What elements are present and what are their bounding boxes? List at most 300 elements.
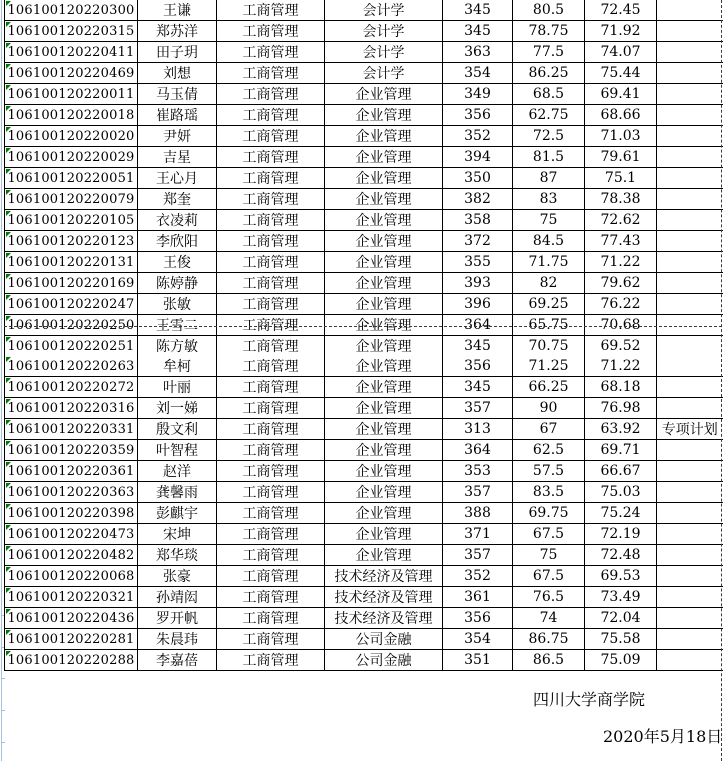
- retest-score-cell[interactable]: 62.75: [513, 105, 585, 126]
- table-row: [5, 524, 723, 545]
- number-as-text-flag-icon: [6, 630, 11, 635]
- discipline-cell[interactable]: 工商管理: [217, 545, 325, 566]
- student-id-cell[interactable]: 106100120220051: [5, 168, 138, 189]
- retest-score-cell[interactable]: 69.25: [513, 294, 585, 315]
- name-cell[interactable]: 吉星: [138, 147, 217, 168]
- total-score-cell[interactable]: 63.92: [585, 419, 657, 440]
- gridline-tick: [1, 742, 5, 743]
- remark-cell[interactable]: [657, 168, 723, 189]
- retest-score-cell[interactable]: 77.5: [513, 42, 585, 63]
- name-cell[interactable]: 王雪二: [138, 315, 217, 336]
- initial-score-cell[interactable]: 349: [443, 84, 513, 105]
- discipline-cell[interactable]: 工商管理: [217, 210, 325, 231]
- retest-score-cell[interactable]: 86.25: [513, 63, 585, 84]
- name-cell[interactable]: 张敏: [138, 294, 217, 315]
- discipline-cell[interactable]: 工商管理: [217, 126, 325, 147]
- retest-score-cell[interactable]: 66.25: [513, 377, 585, 398]
- retest-score-cell[interactable]: 86.5: [513, 650, 585, 671]
- table-row: [5, 629, 723, 650]
- remark-cell[interactable]: [657, 210, 723, 231]
- name-cell[interactable]: 宋坤: [138, 524, 217, 545]
- total-score-cell[interactable]: 79.61: [585, 147, 657, 168]
- retest-score-cell[interactable]: 65.75: [513, 315, 585, 336]
- discipline-cell[interactable]: 工商管理: [217, 105, 325, 126]
- gridline-tick: [1, 710, 5, 711]
- number-as-text-flag-icon: [6, 232, 11, 237]
- retest-score-cell[interactable]: 68.5: [513, 84, 585, 105]
- total-score-cell[interactable]: 72.04: [585, 608, 657, 629]
- discipline-cell[interactable]: 工商管理: [217, 608, 325, 629]
- total-score-cell[interactable]: 77.43: [585, 231, 657, 252]
- name-cell[interactable]: 马玉倩: [138, 84, 217, 105]
- discipline-cell[interactable]: 工商管理: [217, 231, 325, 252]
- name-cell[interactable]: 郑华琰: [138, 545, 217, 566]
- discipline-cell[interactable]: 工商管理: [217, 650, 325, 671]
- remark-cell[interactable]: [657, 84, 723, 105]
- initial-score-cell[interactable]: 354: [443, 629, 513, 650]
- name-cell[interactable]: 叶丽: [138, 377, 217, 398]
- school-name-cell[interactable]: 四川大学商学院: [533, 690, 646, 709]
- retest-score-cell[interactable]: 71.25: [513, 356, 585, 377]
- initial-score-cell[interactable]: 345: [443, 0, 513, 21]
- remark-cell[interactable]: [657, 147, 723, 168]
- specialization-cell[interactable]: 企业管理: [325, 315, 443, 336]
- total-score-cell[interactable]: 75.03: [585, 482, 657, 503]
- specialization-cell[interactable]: 企业管理: [325, 168, 443, 189]
- specialization-cell[interactable]: 企业管理: [325, 252, 443, 273]
- student-id-cell[interactable]: 106100120220281: [5, 629, 138, 650]
- total-score-cell[interactable]: 71.22: [585, 252, 657, 273]
- retest-score-cell[interactable]: 67.5: [513, 566, 585, 587]
- name-cell[interactable]: 尹妍: [138, 126, 217, 147]
- student-id-cell[interactable]: 106100120220131: [5, 252, 138, 273]
- initial-score-cell[interactable]: 358: [443, 210, 513, 231]
- specialization-cell[interactable]: 企业管理: [325, 210, 443, 231]
- table-row: [5, 189, 723, 210]
- student-id-cell[interactable]: 106100120220105: [5, 210, 138, 231]
- specialization-cell[interactable]: 技术经济及管理: [325, 566, 443, 587]
- remark-cell[interactable]: [657, 524, 723, 545]
- discipline-cell[interactable]: 工商管理: [217, 315, 325, 336]
- total-score-cell[interactable]: 66.67: [585, 461, 657, 482]
- student-id-cell[interactable]: 106100120220411: [5, 42, 138, 63]
- specialization-cell[interactable]: 企业管理: [325, 336, 443, 357]
- discipline-cell[interactable]: 工商管理: [217, 294, 325, 315]
- name-cell[interactable]: 张豪: [138, 566, 217, 587]
- remark-cell[interactable]: [657, 231, 723, 252]
- initial-score-cell[interactable]: 354: [443, 63, 513, 84]
- student-id-cell[interactable]: 106100120220068: [5, 566, 138, 587]
- student-id-cell[interactable]: 106100120220315: [5, 21, 138, 42]
- remark-cell[interactable]: [657, 377, 723, 398]
- remark-cell[interactable]: [657, 608, 723, 629]
- retest-score-cell[interactable]: 74: [513, 608, 585, 629]
- remark-cell[interactable]: [657, 440, 723, 461]
- discipline-cell[interactable]: 工商管理: [217, 377, 325, 398]
- student-id-cell[interactable]: 106100120220079: [5, 189, 138, 210]
- specialization-cell[interactable]: 企业管理: [325, 147, 443, 168]
- number-as-text-flag-icon: [6, 525, 11, 530]
- total-score-cell[interactable]: 75.44: [585, 63, 657, 84]
- name-cell[interactable]: 陈婷静: [138, 273, 217, 294]
- number-as-text-flag-icon: [6, 22, 11, 27]
- specialization-cell[interactable]: 会计学: [325, 63, 443, 84]
- discipline-cell[interactable]: 工商管理: [217, 42, 325, 63]
- specialization-cell[interactable]: 企业管理: [325, 356, 443, 377]
- discipline-cell[interactable]: 工商管理: [217, 629, 325, 650]
- student-id-cell[interactable]: 106100120220473: [5, 524, 138, 545]
- name-cell[interactable]: 郑奎: [138, 189, 217, 210]
- specialization-cell[interactable]: 企业管理: [325, 377, 443, 398]
- discipline-cell[interactable]: 工商管理: [217, 273, 325, 294]
- total-score-cell[interactable]: 75.58: [585, 629, 657, 650]
- retest-score-cell[interactable]: 75: [513, 210, 585, 231]
- initial-score-cell[interactable]: 350: [443, 168, 513, 189]
- specialization-cell[interactable]: 企业管理: [325, 294, 443, 315]
- name-cell[interactable]: 彭麒宇: [138, 503, 217, 524]
- number-as-text-flag-icon: [6, 504, 11, 509]
- specialization-cell[interactable]: 企业管理: [325, 126, 443, 147]
- total-score-cell[interactable]: 75.24: [585, 503, 657, 524]
- remark-cell[interactable]: [657, 42, 723, 63]
- specialization-cell[interactable]: 企业管理: [325, 482, 443, 503]
- student-id-cell[interactable]: 106100120220288: [5, 650, 138, 671]
- discipline-cell[interactable]: 工商管理: [217, 84, 325, 105]
- table-row: [5, 503, 723, 524]
- retest-score-cell[interactable]: 78.75: [513, 21, 585, 42]
- total-score-cell[interactable]: 71.92: [585, 21, 657, 42]
- specialization-cell[interactable]: 企业管理: [325, 189, 443, 210]
- discipline-cell[interactable]: 工商管理: [217, 524, 325, 545]
- number-as-text-flag-icon: [6, 337, 11, 342]
- total-score-cell[interactable]: 79.62: [585, 273, 657, 294]
- name-cell[interactable]: 赵洋: [138, 461, 217, 482]
- remark-cell[interactable]: [657, 545, 723, 566]
- student-id-cell[interactable]: 106100120220482: [5, 545, 138, 566]
- retest-score-cell[interactable]: 67.5: [513, 524, 585, 545]
- discipline-cell[interactable]: 工商管理: [217, 147, 325, 168]
- initial-score-cell[interactable]: 353: [443, 461, 513, 482]
- total-score-cell[interactable]: 69.53: [585, 566, 657, 587]
- retest-score-cell[interactable]: 86.75: [513, 629, 585, 650]
- table-row: [5, 294, 723, 315]
- table-row: [5, 63, 723, 84]
- discipline-cell[interactable]: 工商管理: [217, 482, 325, 503]
- student-id-cell[interactable]: 106100120220398: [5, 503, 138, 524]
- discipline-cell[interactable]: 工商管理: [217, 461, 325, 482]
- name-cell[interactable]: 牟柯: [138, 356, 217, 377]
- number-as-text-flag-icon: [6, 148, 11, 153]
- retest-score-cell[interactable]: 72.5: [513, 126, 585, 147]
- retest-score-cell[interactable]: 62.5: [513, 440, 585, 461]
- discipline-cell[interactable]: 工商管理: [217, 356, 325, 377]
- student-id-cell[interactable]: 106100120220321: [5, 587, 138, 608]
- student-id-cell[interactable]: 106100120220123: [5, 231, 138, 252]
- number-as-text-flag-icon: [6, 546, 11, 551]
- initial-score-cell[interactable]: 352: [443, 566, 513, 587]
- initial-score-cell[interactable]: 356: [443, 105, 513, 126]
- total-score-cell[interactable]: 75.1: [585, 168, 657, 189]
- student-id-cell[interactable]: 106100120220169: [5, 273, 138, 294]
- student-id-cell[interactable]: 106100120220316: [5, 398, 138, 419]
- discipline-cell[interactable]: 工商管理: [217, 587, 325, 608]
- name-cell[interactable]: 殷文利: [138, 419, 217, 440]
- specialization-cell[interactable]: 企业管理: [325, 105, 443, 126]
- table-row: [5, 650, 723, 671]
- student-id-cell[interactable]: 106100120220300: [5, 0, 138, 21]
- specialization-cell[interactable]: 会计学: [325, 42, 443, 63]
- remark-cell[interactable]: [657, 503, 723, 524]
- remark-cell[interactable]: [657, 566, 723, 587]
- remark-cell[interactable]: [657, 482, 723, 503]
- total-score-cell[interactable]: 68.18: [585, 377, 657, 398]
- remark-cell[interactable]: [657, 252, 723, 273]
- initial-score-cell[interactable]: 352: [443, 126, 513, 147]
- total-score-cell[interactable]: 71.22: [585, 356, 657, 377]
- name-cell[interactable]: 田子玥: [138, 42, 217, 63]
- table-row: [5, 482, 723, 503]
- table-row: [5, 42, 723, 63]
- specialization-cell[interactable]: 公司金融: [325, 629, 443, 650]
- total-score-cell[interactable]: 74.07: [585, 42, 657, 63]
- specialization-cell[interactable]: 企业管理: [325, 231, 443, 252]
- retest-score-cell[interactable]: 75: [513, 545, 585, 566]
- remark-cell[interactable]: [657, 650, 723, 671]
- retest-score-cell[interactable]: 71.75: [513, 252, 585, 273]
- table-row: [5, 147, 723, 168]
- retest-score-cell[interactable]: 83.5: [513, 482, 585, 503]
- initial-score-cell[interactable]: 355: [443, 252, 513, 273]
- number-as-text-flag-icon: [6, 274, 11, 279]
- discipline-cell[interactable]: 工商管理: [217, 168, 325, 189]
- discipline-cell[interactable]: 工商管理: [217, 63, 325, 84]
- name-cell[interactable]: 朱晨玮: [138, 629, 217, 650]
- specialization-cell[interactable]: 企业管理: [325, 545, 443, 566]
- remark-cell[interactable]: [657, 0, 723, 21]
- remark-cell[interactable]: [657, 356, 723, 377]
- initial-score-cell[interactable]: 357: [443, 398, 513, 419]
- retest-score-cell[interactable]: 76.5: [513, 587, 585, 608]
- total-score-cell[interactable]: 72.19: [585, 524, 657, 545]
- student-id-cell[interactable]: 106100120220436: [5, 608, 138, 629]
- student-id-cell[interactable]: 106100120220018: [5, 105, 138, 126]
- specialization-cell[interactable]: 技术经济及管理: [325, 608, 443, 629]
- specialization-cell[interactable]: 技术经济及管理: [325, 587, 443, 608]
- total-score-cell[interactable]: 76.22: [585, 294, 657, 315]
- table-row: [5, 587, 723, 608]
- specialization-cell[interactable]: 会计学: [325, 0, 443, 21]
- discipline-cell[interactable]: 工商管理: [217, 398, 325, 419]
- initial-score-cell[interactable]: 345: [443, 336, 513, 357]
- specialization-cell[interactable]: 企业管理: [325, 503, 443, 524]
- remark-cell[interactable]: [657, 273, 723, 294]
- remark-cell[interactable]: [657, 461, 723, 482]
- initial-score-cell[interactable]: 394: [443, 147, 513, 168]
- number-as-text-flag-icon: [6, 420, 11, 425]
- specialization-cell[interactable]: 企业管理: [325, 273, 443, 294]
- student-id-cell[interactable]: 106100120220469: [5, 63, 138, 84]
- discipline-cell[interactable]: 工商管理: [217, 566, 325, 587]
- specialization-cell[interactable]: 企业管理: [325, 84, 443, 105]
- specialization-cell[interactable]: 企业管理: [325, 461, 443, 482]
- discipline-cell[interactable]: 工商管理: [217, 21, 325, 42]
- total-score-cell[interactable]: 72.48: [585, 545, 657, 566]
- student-id-cell[interactable]: 106100120220331: [5, 419, 138, 440]
- specialization-cell[interactable]: 企业管理: [325, 398, 443, 419]
- number-as-text-flag-icon: [6, 127, 11, 132]
- number-as-text-flag-icon: [6, 85, 11, 90]
- name-cell[interactable]: 龚馨雨: [138, 482, 217, 503]
- specialization-cell[interactable]: 会计学: [325, 21, 443, 42]
- name-cell[interactable]: 崔路瑶: [138, 105, 217, 126]
- discipline-cell[interactable]: 工商管理: [217, 419, 325, 440]
- name-cell[interactable]: 孙靖闳: [138, 587, 217, 608]
- initial-score-cell[interactable]: 356: [443, 608, 513, 629]
- specialization-cell[interactable]: 企业管理: [325, 419, 443, 440]
- table-row: [5, 84, 723, 105]
- student-id-cell[interactable]: 106100120220020: [5, 126, 138, 147]
- name-cell[interactable]: 王俊: [138, 252, 217, 273]
- discipline-cell[interactable]: 工商管理: [217, 0, 325, 21]
- initial-score-cell[interactable]: 345: [443, 21, 513, 42]
- remark-cell[interactable]: [657, 315, 723, 336]
- initial-score-cell[interactable]: 393: [443, 273, 513, 294]
- total-score-cell[interactable]: 71.03: [585, 126, 657, 147]
- table-row: [5, 419, 723, 440]
- total-score-cell[interactable]: 69.71: [585, 440, 657, 461]
- retest-score-cell[interactable]: 57.5: [513, 461, 585, 482]
- date-cell[interactable]: 2020年5月18日: [603, 727, 723, 746]
- student-id-cell[interactable]: 106100120220361: [5, 461, 138, 482]
- number-as-text-flag-icon: [6, 441, 11, 446]
- retest-score-cell[interactable]: 82: [513, 273, 585, 294]
- total-score-cell[interactable]: 70.68: [585, 315, 657, 336]
- specialization-cell[interactable]: 企业管理: [325, 524, 443, 545]
- retest-score-cell[interactable]: 70.75: [513, 336, 585, 357]
- discipline-cell[interactable]: 工商管理: [217, 252, 325, 273]
- discipline-cell[interactable]: 工商管理: [217, 503, 325, 524]
- table-row: [5, 231, 723, 252]
- discipline-cell[interactable]: 工商管理: [217, 336, 325, 357]
- remark-cell[interactable]: [657, 398, 723, 419]
- remark-cell[interactable]: [657, 63, 723, 84]
- number-as-text-flag-icon: [6, 64, 11, 69]
- discipline-cell[interactable]: 工商管理: [217, 440, 325, 461]
- table-row: [5, 566, 723, 587]
- initial-score-cell[interactable]: 356: [443, 356, 513, 377]
- number-as-text-flag-icon: [6, 651, 11, 656]
- name-cell[interactable]: 衣凌莉: [138, 210, 217, 231]
- student-id-cell[interactable]: 106100120220250: [5, 315, 138, 336]
- student-id-cell[interactable]: 106100120220363: [5, 482, 138, 503]
- number-as-text-flag-icon: [6, 169, 11, 174]
- table-row: [5, 105, 723, 126]
- initial-score-cell[interactable]: 357: [443, 545, 513, 566]
- name-cell[interactable]: 李欣阳: [138, 231, 217, 252]
- retest-score-cell[interactable]: 81.5: [513, 147, 585, 168]
- table-row: [5, 273, 723, 294]
- table-row: [5, 336, 723, 357]
- retest-score-cell[interactable]: 69.75: [513, 503, 585, 524]
- name-cell[interactable]: 李嘉蓓: [138, 650, 217, 671]
- name-cell[interactable]: 叶智程: [138, 440, 217, 461]
- name-cell[interactable]: 王谦: [138, 0, 217, 21]
- student-id-cell[interactable]: 106100120220359: [5, 440, 138, 461]
- student-id-cell[interactable]: 106100120220251: [5, 336, 138, 357]
- total-score-cell[interactable]: 78.38: [585, 189, 657, 210]
- remark-cell[interactable]: [657, 587, 723, 608]
- discipline-cell[interactable]: 工商管理: [217, 189, 325, 210]
- student-id-cell[interactable]: 106100120220272: [5, 377, 138, 398]
- page-break-vertical-line: [721, 0, 722, 761]
- total-score-cell[interactable]: 72.45: [585, 0, 657, 21]
- student-id-cell[interactable]: 106100120220011: [5, 84, 138, 105]
- specialization-cell[interactable]: 公司金融: [325, 650, 443, 671]
- total-score-cell[interactable]: 72.62: [585, 210, 657, 231]
- initial-score-cell[interactable]: 361: [443, 587, 513, 608]
- initial-score-cell[interactable]: 396: [443, 294, 513, 315]
- remark-cell[interactable]: [657, 629, 723, 650]
- student-id-cell[interactable]: 106100120220247: [5, 294, 138, 315]
- remark-cell[interactable]: [657, 105, 723, 126]
- total-score-cell[interactable]: 69.52: [585, 336, 657, 357]
- initial-score-cell[interactable]: 351: [443, 650, 513, 671]
- name-cell[interactable]: 陈方敏: [138, 336, 217, 357]
- initial-score-cell[interactable]: 364: [443, 440, 513, 461]
- total-score-cell[interactable]: 73.49: [585, 587, 657, 608]
- retest-score-cell[interactable]: 87: [513, 168, 585, 189]
- retest-score-cell[interactable]: 84.5: [513, 231, 585, 252]
- name-cell[interactable]: 王心月: [138, 168, 217, 189]
- table-row: [5, 0, 723, 21]
- remark-cell[interactable]: [657, 21, 723, 42]
- total-score-cell[interactable]: 69.41: [585, 84, 657, 105]
- number-as-text-flag-icon: [6, 357, 11, 362]
- name-cell[interactable]: 郑苏洋: [138, 21, 217, 42]
- remark-cell[interactable]: [657, 189, 723, 210]
- initial-score-cell[interactable]: 357: [443, 482, 513, 503]
- retest-score-cell[interactable]: 67: [513, 419, 585, 440]
- number-as-text-flag-icon: [6, 1, 11, 6]
- retest-score-cell[interactable]: 83: [513, 189, 585, 210]
- initial-score-cell[interactable]: 345: [443, 377, 513, 398]
- table-row: [5, 252, 723, 273]
- retest-score-cell[interactable]: 90: [513, 398, 585, 419]
- initial-score-cell[interactable]: 382: [443, 189, 513, 210]
- number-as-text-flag-icon: [6, 378, 11, 383]
- initial-score-cell[interactable]: 313: [443, 419, 513, 440]
- total-score-cell[interactable]: 76.98: [585, 398, 657, 419]
- remark-cell[interactable]: [657, 336, 723, 357]
- remark-cell[interactable]: 专项计划: [657, 419, 723, 440]
- student-id-cell[interactable]: 106100120220263: [5, 356, 138, 377]
- specialization-cell[interactable]: 企业管理: [325, 440, 443, 461]
- remark-cell[interactable]: [657, 294, 723, 315]
- initial-score-cell[interactable]: 388: [443, 503, 513, 524]
- initial-score-cell[interactable]: 371: [443, 524, 513, 545]
- student-id-cell[interactable]: 106100120220029: [5, 147, 138, 168]
- name-cell[interactable]: 刘一娣: [138, 398, 217, 419]
- retest-score-cell[interactable]: 80.5: [513, 0, 585, 21]
- name-cell[interactable]: 刘想: [138, 63, 217, 84]
- initial-score-cell[interactable]: 372: [443, 231, 513, 252]
- initial-score-cell[interactable]: 363: [443, 42, 513, 63]
- total-score-cell[interactable]: 68.66: [585, 105, 657, 126]
- remark-cell[interactable]: [657, 126, 723, 147]
- total-score-cell[interactable]: 75.09: [585, 650, 657, 671]
- initial-score-cell[interactable]: 364: [443, 315, 513, 336]
- name-cell[interactable]: 罗开帆: [138, 608, 217, 629]
